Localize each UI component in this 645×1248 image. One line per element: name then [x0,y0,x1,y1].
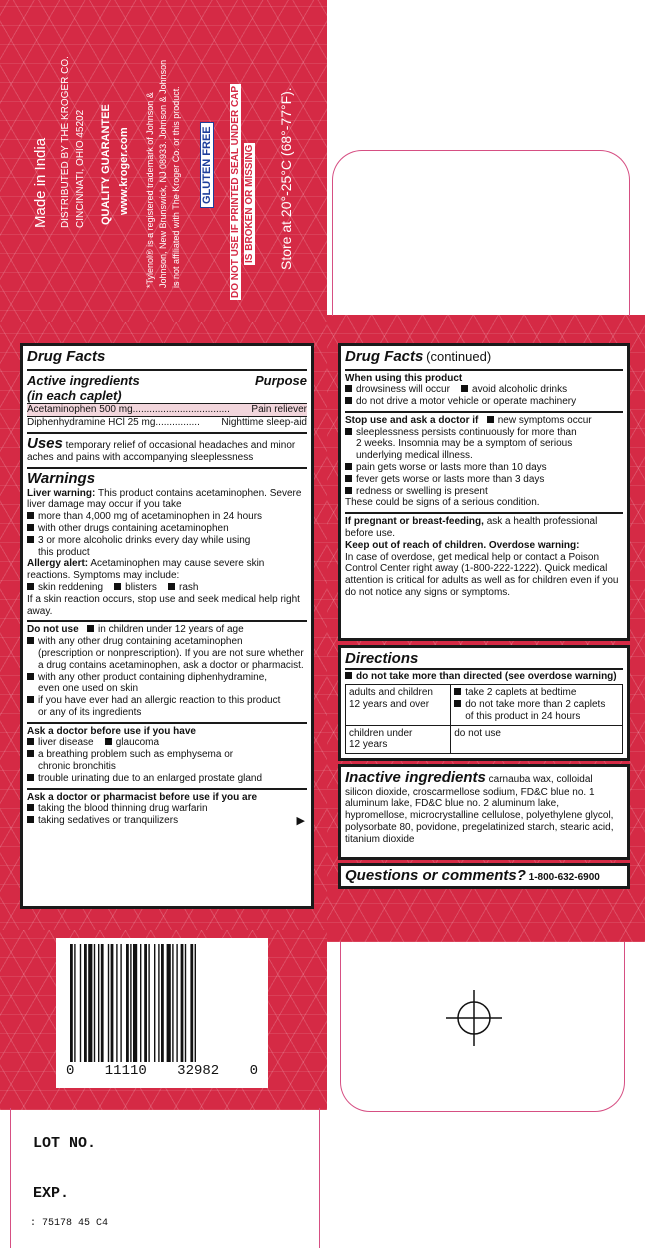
drug-facts-left [20,343,314,909]
dnu-item: in children under 12 years of age [87,624,244,635]
liver-warning-text: This product contains acetaminophen. Severe liver damage may occur if you take [27,487,302,511]
ingredient-purpose: Nighttime sleep-aid [221,416,307,428]
purpose-title: Purpose [254,372,307,388]
barcode-bar [70,944,73,1062]
inactive-ingredients-text: carnauba wax, colloidal silicon dioxide, croscarmellose sodium, FD&C blue no. 1 aluminum lake, FD&C blue no. 2 aluminum lake, hypromellose, microcrystalline cellulose, polyethylene glycol, polysorbate 80, povidone, pregelatinized starch, stearic acid, titanium dioxide [345,774,614,845]
distributor-line-2: CINCINNATI, OHIO 45202 [75,109,86,228]
barcode-bar [98,944,99,1062]
dnu-item: with any other drug containing acetaminophen [27,636,307,648]
directions-row [346,685,623,725]
ingredient-row [27,416,307,429]
ingredient-dots: ................ [155,416,200,428]
drug-facts-title-section [27,349,307,371]
barcode-bar [185,944,186,1062]
dnu-item-cont: a drug contains acetaminophen, ask a doctor or pharmacist. [38,659,304,671]
barcode-bar [172,944,173,1062]
barcode-bar [84,944,87,1062]
barcode-bar [161,944,164,1062]
directions-table [345,684,623,754]
dnu-item: if you have ever had an allergic reaction to this product [27,695,307,707]
dir-what: do not take more than 2 caplets [454,699,619,711]
allergy-item: rash [168,582,198,593]
stop-use-item: sleeplessness persists continuously for more than [345,427,623,439]
drug-facts-right [338,343,630,641]
barcode-bar [140,944,141,1062]
storage-text: Store at 20°-25°C (68°-77°F). [278,87,294,270]
barcode-digit-end: 0 [249,1063,258,1079]
ask-pharmacist-section [27,790,307,830]
continued-title-section [345,349,623,371]
dnu-item-cont: (prescription or nonprescription). If you are not sure whether [38,647,304,659]
ask-doctor-item: trouble urinating due to an enlarged prostate gland [27,773,307,785]
ingredient-name: Diphenhydramine HCl 25 mg [27,416,156,428]
uses-title: Uses [27,434,63,452]
right-top-flap [332,150,630,316]
lot-number-label: LOT NO. [33,1135,97,1152]
active-ingredients-section [27,371,307,434]
barcode-digit-start: 0 [66,1063,75,1079]
registration-mark-icon [446,990,502,1046]
ask-pharmacist-item: taking the blood thinning drug warfarin [27,803,307,815]
stop-use-item: new symptoms occur [487,415,592,426]
dnu-item-cont: or any of its ingredients [38,706,142,718]
barcode-bar [74,944,75,1062]
barcode-bar [133,944,137,1062]
inactive-ingredients-title: Inactive ingredients [345,769,486,786]
barcode-bar [101,944,104,1062]
tylenol-disclaimer-3: is not affiliated with The Kroger Co. or this product. [171,86,181,288]
questions-title: Questions or comments? [345,867,526,884]
active-ingredients-sub: (in each caplet) [27,387,122,403]
barcode-digits [66,1063,258,1079]
liver-item-cont: this product [38,546,90,558]
tylenol-disclaimer-1: *Tylenol® is a registered trademark of Johnson & [145,92,155,288]
barcode-bar [154,944,155,1062]
barcode-bar [120,944,121,1062]
barcode-bar [176,944,177,1062]
barcode-bars [66,944,258,1062]
barcode-bar [130,944,131,1062]
ask-doctor-item: glaucoma [105,737,159,748]
barcode-bar [94,944,95,1062]
pregnant-text: ask a health professional before use. [345,516,598,540]
drug-facts-title-cont: Drug Facts [345,348,424,365]
allergy-alert-label: Allergy alert: [27,558,89,570]
warnings-section [27,469,307,622]
dir-who: children under [349,727,413,739]
stop-use-section [345,413,623,514]
uses-section [27,434,307,469]
gluten-free-badge: GLUTEN FREE [200,122,214,208]
ask-doctor-section [27,724,307,790]
stop-use-item: pain gets worse or lasts more than 10 days [345,462,623,474]
inactive-ingredients-panel [338,764,630,860]
liver-item: more than 4,000 mg of acetaminophen in 24 hours [27,511,307,523]
dir-what-cont: of this product in 24 hours [465,710,581,722]
barcode-box [56,938,268,1088]
do-not-use-label: Do not use [27,624,79,636]
distributor-line-1: DISTRIBUTED BY THE KROGER CO. [60,56,71,228]
stop-use-item-cont: 2 weeks. Insomnia may be a symptom of serious [356,438,573,450]
barcode-bar [126,944,129,1062]
allergy-items [27,582,307,594]
stop-use-item: redness or swelling is present [345,486,623,498]
keep-out-text: In case of overdose, get medical help or contact a Poison Control Center right away (1-800-222-1222). Quick medical attention is critical for adults as well as for children even if you do not notice any signs or symptoms. [345,551,619,599]
ask-doctor-item: a breathing problem such as emphysema or [27,749,307,761]
quality-guarantee: QUALITY GUARANTEE [100,104,112,225]
directions-title: Directions [345,650,419,667]
ask-doctor-label: Ask a doctor before use if you have [27,725,196,737]
stop-use-label: Stop use and ask a doctor if [345,414,479,426]
barcode-bar [111,944,114,1062]
ingredient-dots: ................................... [132,404,230,416]
pregnant-keep-out-section [345,514,623,602]
exp-label: EXP. [33,1185,70,1202]
continued-label: (continued) [426,349,492,364]
questions-phone: 1-800-632-6900 [528,872,600,883]
when-using-label: When using this product [345,372,463,384]
barcode-digits-right: 32982 [177,1063,220,1079]
dir-who: 12 years and over [349,699,430,711]
allergy-after: If a skin reaction occurs, stop use and seek medical help right away. [27,593,300,617]
barcode-bar [116,944,117,1062]
when-using-item: do not drive a motor vehicle or operate machinery [345,396,623,408]
drug-facts-title: Drug Facts [27,348,106,365]
liver-item: 3 or more alcoholic drinks every day while using [27,535,307,547]
dir-who: 12 years [349,739,388,751]
barcode-bar [88,944,92,1062]
ask-doctor-item-cont: chronic bronchitis [38,761,116,773]
dir-who: adults and children [349,687,433,699]
continue-arrow-icon: ▶ [296,815,305,828]
barcode-bar [195,944,196,1062]
barcode-digits-left: 11110 [104,1063,147,1079]
active-ingredients-title: Active ingredients [27,372,140,388]
stop-use-after: These could be signs of a serious condition. [345,497,540,509]
tylenol-disclaimer-2: Johnson, New Brunswick, NJ 08933. Johnson & Johnson [158,59,168,288]
seal-warning-line-1: DO NOT USE IF PRINTED SEAL UNDER CAP [230,85,241,298]
barcode-bar [144,944,147,1062]
allergy-item: blisters [114,582,157,593]
when-using-item: drowsiness will occur [345,384,450,395]
ask-pharmacist-label: Ask a doctor or pharmacist before use if you are [27,791,258,803]
print-code: : 75178 45 C4 [30,1218,109,1229]
stop-use-item-cont: underlying medical illness. [356,450,473,462]
ingredient-purpose: Pain reliever [251,404,307,416]
keep-out-label: Keep out of reach of children. Overdose warning: [345,539,580,551]
liver-warning-label: Liver warning: [27,487,96,499]
liver-item: with other drugs containing acetaminophen [27,523,307,535]
uses-text: temporary relief of occasional headaches and minor aches and pains with accompanying sleeplessness [27,439,296,464]
dnu-item: with any other product containing diphenhydramine, [27,672,307,684]
ask-doctor-item: liver disease [27,737,94,748]
ingredient-row [27,403,307,416]
ask-pharmacist-item: taking sedatives or tranquilizers [27,815,307,827]
when-using-section [345,371,623,413]
dir-what: do not use [454,727,501,739]
barcode-bar [108,944,109,1062]
stop-use-item: fever gets worse or lasts more than 3 days [345,474,623,486]
made-in-text: Made in India [32,137,49,228]
pregnant-label: If pregnant or breast-feeding, [345,516,484,528]
barcode-bar [148,944,149,1062]
barcode-bar [181,944,184,1062]
dnu-item-cont: even one used on skin [38,683,139,695]
barcode-bar [80,944,81,1062]
when-using-item: avoid alcoholic drinks [461,384,567,395]
barcode-bar [158,944,159,1062]
do-not-use-section [27,622,307,723]
dir-what: take 2 caplets at bedtime [454,687,619,699]
directions-panel [338,645,630,761]
questions-panel [338,863,630,889]
warnings-title: Warnings [27,470,96,488]
website-link[interactable]: www.kroger.com [118,127,130,215]
barcode-bar [190,944,193,1062]
barcode-bar [167,944,171,1062]
allergy-alert-text: Acetaminophen may cause severe skin reactions. Symptoms may include: [27,558,265,582]
ingredient-name: Acetaminophen 500 mg [27,404,133,416]
directions-note: do not take more than directed (see overdose warning) [345,668,623,683]
allergy-item: skin reddening [27,582,103,593]
directions-row [346,725,623,754]
seal-warning-line-2: IS BROKEN OR MISSING [244,144,255,263]
